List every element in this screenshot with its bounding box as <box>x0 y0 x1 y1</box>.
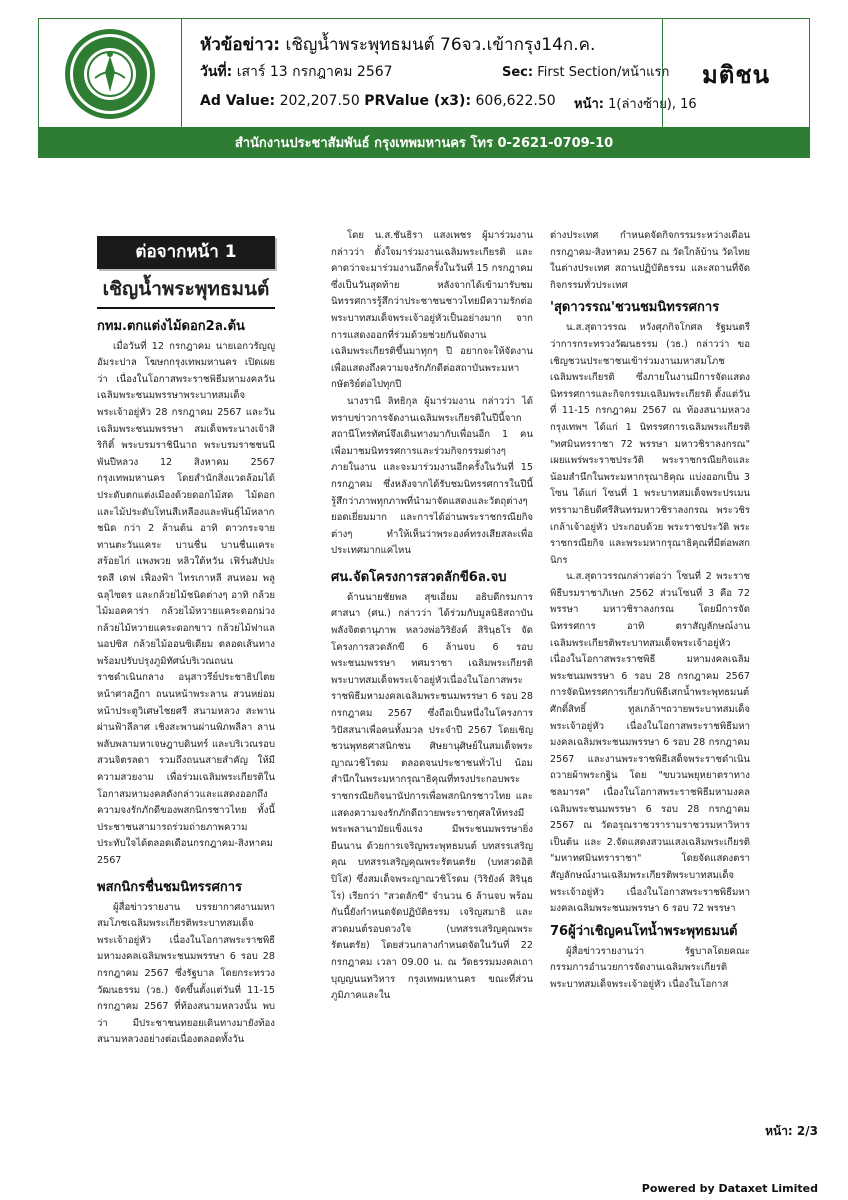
ad-value: 202,207.50 <box>279 93 360 109</box>
page-label: หน้า: <box>574 97 604 112</box>
agency-band: สำนักงานประชาสัมพันธ์ กรุงเทพมหานคร โทร 0-2621-0709-10 <box>39 127 809 157</box>
paragraph: ผู้สื่อข่าวรายงานว่า รัฐบาลโดยคณะกรรมการอำนวยการจัดงานเฉลิมพระเกียรติพระบาทสมเด็จพระเจ้าอยู่หัว เนื่องในโอกาส <box>550 945 750 990</box>
section-value: First Section/หน้าแรก <box>537 65 670 80</box>
paragraph: เมื่อวันที่ 12 กรกฎาคม นายเอกวรัญญู อัมระปาล โฆษกกรุงเทพมหานคร เปิดเผยว่า เนื่องในโอกาสพระราชพิธีมหามงคลวันเฉลิมพระชนมพรรษาพระบาทสมเด็จพระเจ้าอยู่หัว 28 กรกฎาคม 2567 และวันเฉลิมพระชนมพรรษา สมเด็จพระนางเจ้าสิริกิติ์ พระบรมราชินีนาถ พระบรมราชชนนีพันปีหลวง 12 สิงหาคม 2567 กรุงเทพมหานคร โดยสำนักสิ่งแวดล้อมได้ประดับตกแต่งเมืองด้วยดอกไม้สด ไม้ดอกและไม้ประดับโทนสีเหลืองและพันธุ์ไม้หลากชนิด กว่า 2 ล้านต้น อาทิ ดาวกระจาย ทานตะวันแคระ บานชื่น บานชื่นแคระ สร้อยไก่ แพงพวย หลิวใต้หวัน เฟิร์นสัปปะรดสี เดฟ เฟื่องฟ้า ไทรเกาหลี สนหอม พลูฉลุไซดร และกล้วยไม้ชนิดต่างๆ อาทิ กล้วยไม้มอคคาร่า กล้วยไม้หวายแคระดอกม่วง กล้วยไม้หวายแคระดอกขาว กล้วยไม้ฟาแลนอปซิส กล้วยไม้ออนซิเดียม ตลอดเส้นทาง พร้อมปรับปรุงภูมิทัศน์บริเวณถนนราชดำเนินกลาง อนุสาวรีย์ประชาธิปไตย หน้าศาลฎีกา ถนนหน้าพระลาน สวนหย่อมหน้าประตูวิเศษไชยศรี สนามหลวง สะพานผ่านฟ้าลีลาศ เชิงสะพานผ่านพิภพลีลา ลานพลับพลามหาเจษฎาบดินทร์ และบริเวณรอบสวนจิตรลดา รวมถึงถนนสายสำคัญ ให้มีความสวยงาม เพื่อร่วมเฉลิมพระเกียรติในโอกาสมหามงคลดังกล่าวและแสดงออกถึงความจงรักภักดีของพสกนิกรชาวไทย ทั้งนี้ ประชาชนสามารถร่วมถ่ายภาพความประทับใจได้ตลอดเดือนกรกฎาคม-สิงหาคม 2567 <box>97 340 275 866</box>
paragraph: ด้านนายชัยพล สุขเอี่ยม อธิบดีกรมการศาสนา (ศน.) กล่าวว่า ได้ร่วมกับมูลนิธิสถาบันพลังจิตตานุภาพ หลวงพ่อวิริยังค์ สิรินฺธโร จัดโครงการสวดลักขี 6 ล้านจบ 6 รอบพระชนมพรรษา ทศมราชา เฉลิมพระเกียรติพระบาทสมเด็จพระเจ้าอยู่หัวเนื่องในโอกาสพระราชพิธีมหามงคลเฉลิมพระชนมพรรษา 6 รอบ 28 กรกฎาคม 2567 ซึ่งถือเป็นหนึ่งในโครงการวิปัสสนาเพื่อคนทั้งมวล ประจำปี 2567 โดยเชิญชวนพุทธศาสนิกชน ศิษยานุศิษย์ในสมเด็จพระญาณวชิโรดม ตลอดจนประชาชนทั่วไป น้อมสำนึกในพระมหากรุณาธิคุณที่ทรงประกอบพระราชกรณียกิจนานัปการเพื่อพสกนิกรชาวไทย และแสดงความจงรักภักดีถวายพระราชกุศลให้ทรงมีพระพลานามัยแข็งแรง มีพระชนมพรรษายิ่งยืนนาน ด้วยการเจริญพระพุทธมนต์ บทสรรเสริญคุณ บทสรรเสริญคุณพระรัตนตรัย (บทสวดอิติปิโส) ซึ่งสมเด็จพระญาณวชิโรดม (วิริยังค์ สิรินฺธโร) เรียกว่า "สวดลักขี" จำนวน 6 ล้านจบ พร้อมกันนี้ยังกำหนดจัดปฏิบัติธรรม เจริญสมาธิ และสวดมนต์รอบดวงใจ (บทสรรเสริญคุณพระรัตนตรัย) โดยส่วนกลางกำหนดจัดในวันที่ 22 กรกฎาคม เวลา 09.00 น. ณ วัดธรรมมงคลเถาบุญญนนทวิหาร กรุงเทพมหานคร ขณะที่ส่วนภูมิภาคและใน <box>331 591 533 1002</box>
headline-row <box>200 31 595 58</box>
section-row <box>502 61 669 82</box>
paragraph: โดย น.ส.ชันธิรา แสงเพชร ผู้มาร่วมงาน กล่าวว่า ตั้งใจมาร่วมงานเฉลิมพระเกียรติ และคาดว่าจะมาร่วมงานอีกครั้งในวันที่ 15 กรกฎาคม ซึ่งเป็นวันสุดท้าย หลังจากได้เข้ามารับชมนิทรรศการรู้สึกว่าประชาชนชาวไทยมีความรักต่อพระบาทสมเด็จพระเจ้าอยู่หัวเป็นอย่างมาก จากการแสดงออกที่ร่วมด้วยช่วยกันจัดงานเฉลิมพระเกียรติขึ้นมาทุกๆ ปี อยากจะให้จัดงานเพื่อแสดงถึงความจงรักภักดีต่อสถาบันพระมหากษัตริย์ต่อไปทุกปี <box>331 230 533 391</box>
subheading: 'สุดาวรรณ'ชวนชมนิทรรศการ <box>550 300 720 316</box>
page-count: หน้า: 2/3 <box>765 1124 818 1138</box>
date-value: เสาร์ 13 กรกฎาคม 2567 <box>236 64 393 80</box>
article-column-2 <box>331 228 533 1005</box>
article-headline: เชิญน้ำพระพุทธมนต์ <box>97 269 275 309</box>
subheading: 76ผู้ว่าเชิญคนโทน้ำพระพุทธมนต์ <box>550 923 738 939</box>
continued-banner: ต่อจากหน้า 1 <box>97 236 275 269</box>
pr-value: 606,622.50 <box>475 93 556 109</box>
article-column-1 <box>97 232 275 1049</box>
paragraph: น.ส.สุดาวรรณ หวังศุภกิจโกศล รัฐมนตรีว่าการกระทรวงวัฒนธรรม (วธ.) กล่าวว่า ขอเชิญชวนประชาชนเข้าร่วมงานมหาสมโภชเฉลิมพระเกียรติ ซึ่งภายในงานมีการจัดแสดงนิทรรศการและกิจกรรมเฉลิมพระเกียรติ ตั้งแต่วันที่ 11-15 กรกฎาคม 2567 ณ ท้องสนามหลวง กรุงเทพฯ ได้แก่ 1 นิทรรศการเฉลิมพระเกียรติ "ทศมินทรราชา 72 พรรษา มหาวชิราลงกรณ" เผยแพร่พระราชประวัติ พระราชกรณียกิจและน้อมสำนึกในพระมหากรุณาธิคุณ แบ่งออกเป็น 3 โซน ได้แก่ โซนที่ 1 พระบาทสมเด็จพระปรเมนทรรามาธิบดีศรีสินทรมหาวชิราลงกรณ พระวชิรเกล้าเจ้าอยู่หัว ประกอบด้วย พระราชประวัติ พระราชกรณียกิจ และพระมหากรุณาธิคุณที่มีต่อพสกนิกร <box>550 322 750 566</box>
ad-label: Ad Value: <box>200 93 276 109</box>
paragraph: นางรานี ลิทธิกุล ผู้มาร่วมงาน กล่าวว่า ได้ทราบข่าวการจัดงานเฉลิมพระเกียรติในปีนี้จากสถานีโทรทัศน์จึงเดินทางมากับเพื่อนอีก 1 คน เพื่อมาชมนิทรรศการและร่วมกิจกรรมต่างๆ ภายในงาน และจะมาร่วมงานอีกครั้งในวันที่ 15 กรกฎาคม ซึ่งหลังจากได้รับชมนิทรรศการในปีนี้รู้สึกว่าภาพทุกภาพที่นำมาจัดแสดงและวัตถุต่างๆ ยอดเยี่ยมมาก และการได้อ่านพระราชกรณียกิจต่างๆ ทำให้เห็นว่าพระองค์ทรงเสียสละเพื่อประเทศมากแค่ไหน <box>331 395 533 557</box>
clipping-info <box>182 19 697 129</box>
ad-value-row <box>200 93 556 109</box>
clipping-header <box>38 18 810 158</box>
article-column-3 <box>550 228 750 994</box>
pr-label: PRValue (x3): <box>364 93 472 109</box>
powered-by: Powered by Dataxet Limited <box>641 1182 818 1195</box>
title-label: หัวข้อข่าว: <box>200 35 281 55</box>
date-row <box>200 61 393 83</box>
paragraph: น.ส.สุดาวรรณกล่าวต่อว่า โซนที่ 2 พระราชพิธีบรมราชาภิเษก 2562 ส่วนโซนที่ 3 คือ 72 พรรษา มหาวชิราลงกรณ โดยมีการจัดนิทรรศการ อาทิ ตราสัญลักษณ์งานเฉลิมพระเกียรติพระบาทสมเด็จพระเจ้าอยู่หัว เนื่องในโอกาสพระราชพิธี มหามงคลเฉลิมพระชนมพรรษา 6 รอบ 28 กรกฎาคม 2567 การจัดนิทรรศการเกี่ยวกับพิธีเสกน้ำพระพุทธมนต์ศักดิ์สิทธิ์ ทูลเกล้าฯถวายพระบาทสมเด็จพระเจ้าอยู่หัว เนื่องในโอกาสพระราชพิธีมหามงคลเฉลิมพระชนมพรรษา 6 รอบ 28 กรกฎาคม 2567 และงานพระราชพิธีเสด็จพระราชดำเนินถวายผ้าพระกฐิน โดย "ขบวนพยุหยาตราทางชลมารค" เนื่องในโอกาสพระราชพิธีมหามงคลเฉลิมพระชนมพรรษา 6 รอบ 28 กรกฎาคม 2567 ณ วัดอรุณราชวรารามราชวรมหาวิหาร เป็นต้น และ 2.จัดแสดงสวนแสงเฉลิมพระเกียรติ "มหาทศมินทราราชา" โดยจัดแสดงตราสัญลักษณ์งานเฉลิมพระเกียรติพระบาทสมเด็จพระเจ้าอยู่หัว เนื่องในโอกาสพระราชพิธีมหามงคลเฉลิมพระชนมพรรษา 6 รอบ 72 พรรษา <box>550 571 750 915</box>
subheading: กทม.ตกแต่งไม้ดอก2ล.ต้น <box>97 318 245 334</box>
newspaper-box <box>662 19 809 129</box>
paragraph: ผู้สื่อข่าวรายงาน บรรยากาศงานมหาสมโภชเฉลิมพระเกียรติพระบาทสมเด็จพระเจ้าอยู่หัว เนื่องในโอกาสพระราชพิธีมหามงคลเฉลิมพระชนมพรรษา 6 รอบ 28 กรกฎาคม 2567 ซึ่งรัฐบาล โดยกระทรวงวัฒนธรรม (วธ.) จัดขึ้นตั้งแต่วันที่ 11-15 กรกฎาคม 2567 ที่ท้องสนามหลวงนั้น พบว่า มีประชาชนทยอยเดินทางมายังท้องสนามหลวงอย่างต่อเนื่องตลอดทั้งวัน <box>97 901 275 1046</box>
bangkok-seal-icon <box>53 26 167 122</box>
subheading: ศน.จัดโครงการสวดลักขี6ล.จบ <box>331 569 507 585</box>
section-label: Sec: <box>502 65 534 80</box>
subheading: พสกนิกรชื่นชมนิทรรศการ <box>97 879 243 895</box>
page-value: 1(ล่างซ้าย), 16 <box>608 97 697 112</box>
news-title: เชิญน้ำพระพุทธมนต์ 76จว.เข้ากรุง14ก.ค. <box>285 35 596 55</box>
date-label: วันที่: <box>200 64 233 80</box>
newspaper-logo: มติชน <box>701 60 771 89</box>
paragraph: ต่างประเทศ กำหนดจัดกิจกรรมระหว่างเดือนกรกฎาคม-สิงหาคม 2567 ณ วัดใกล้บ้าน วัดไทยในต่างประเทศ สถานปฏิบัติธรรม และสถานที่จัดกิจกรรมทั่วประเทศ <box>550 230 750 291</box>
logo-box <box>39 19 182 129</box>
